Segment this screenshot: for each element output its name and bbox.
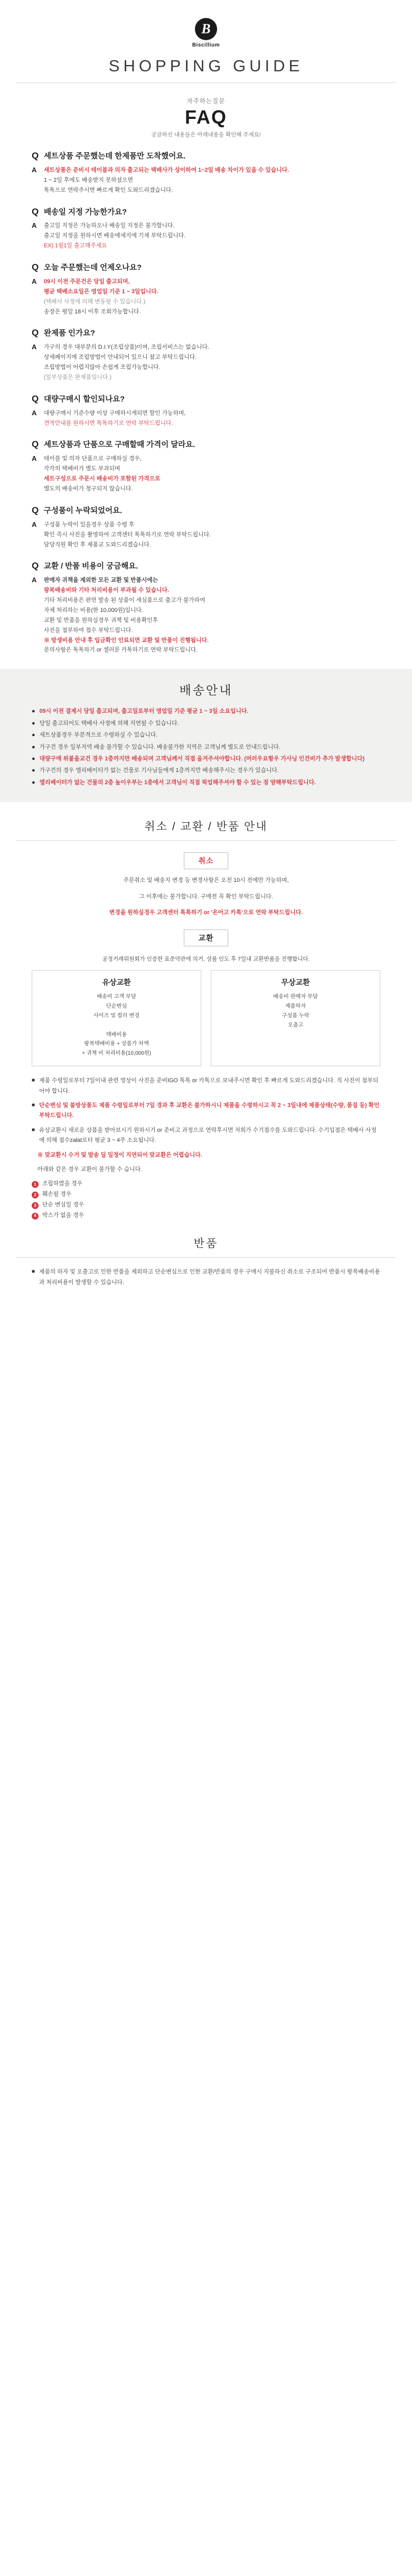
box-line: 단순변심 [106, 1003, 127, 1010]
faq-answer-line: 송장은 평일 18시 이후 조회가능합니다. [44, 308, 141, 315]
faq-question-text: 완제품 인가요? [44, 329, 95, 338]
list-item-text: 세트상품경우 부분적으로 수령하실 수 있습니다. [39, 732, 158, 739]
page-header [0, 0, 412, 83]
note-item [32, 1101, 380, 1121]
bullet-icon: ● [32, 743, 35, 750]
faq-answer-row [32, 408, 380, 429]
exchange-badge: 교환 [184, 929, 228, 946]
faq-answer-body [44, 277, 158, 317]
box-line: 오출고 [287, 1022, 304, 1028]
number-badge: 3 [32, 1202, 39, 1209]
faq-answer-line: 견적안내를 원하시면 톡톡하기로 연락 부탁드립니다. [44, 420, 173, 426]
faq-item [32, 263, 380, 317]
logo-mark-icon: B [195, 18, 217, 40]
cancel-line: 그 이후에는 불가합니다. 구매전 꼭 확인 부탁드립니다. [139, 893, 273, 900]
faq-answer-line: (택배사 사정에 의해 변동될 수 있습니다.) [44, 298, 146, 305]
box-line: 구성품 누락 [282, 1012, 310, 1019]
list-item [32, 1189, 380, 1200]
list-item-text: 가구건의 경우 엘리베이터가 없는 건물로 기사님들에게 1층까지만 배송해주시는 경우가 있습니다. [39, 767, 279, 774]
faq-question-text: 구성품이 누락되었어요. [44, 506, 123, 515]
bullet-icon: ■ [32, 1127, 35, 1133]
answer-marker: A [32, 408, 37, 417]
bullet-icon: ● [32, 779, 35, 786]
faq-answer-line: 조립방법이 어렵지않아 손쉽게 조립가능합니다. [44, 364, 161, 371]
faq-question-row [32, 506, 380, 516]
note-item [32, 1267, 380, 1288]
note-item [32, 1150, 380, 1160]
bottom-spacer [0, 1292, 412, 1306]
faq-answer-line: 대량구매시 기준수량 이상 구매하시게되면 할인 가능하며, [44, 410, 186, 416]
faq-answer-body [44, 575, 209, 655]
faq-answer-row [32, 520, 380, 550]
return-notes [32, 1267, 380, 1288]
faq-answer-body [44, 165, 289, 196]
box-spacer [38, 1021, 195, 1030]
faq-answer-body [44, 342, 209, 383]
list-item-text: 당일 출고되어도 택배사 사정에 의해 지연될 수 있습니다. [39, 720, 179, 727]
cancel-line: 변경을 원하실경우 고객센터 톡톡하기 or '온어고 카톡'으로 연락 부탁드립니다. [109, 909, 303, 916]
faq-answer-line: 자체 처리하는 비용(한 10,000원)입니다. [44, 607, 143, 613]
cancel-exchange-title: 취소 / 교환 / 반품 안내 [144, 821, 268, 833]
return-header [0, 1221, 412, 1258]
answer-marker: A [32, 520, 37, 528]
cancel-exchange-divider [16, 840, 396, 841]
answer-marker: A [32, 454, 37, 463]
box-line: + 귀책 비 처리비용(10,000원) [81, 1050, 152, 1057]
faq-answer-row [32, 277, 380, 317]
faq-answer-line: 기타 처리비용은 판먼 발송 된 상품이 세심품으로 출고가 불가하여 [44, 597, 205, 604]
bullet-icon: ● [32, 708, 35, 715]
faq-answer-line: 사진을 첨부하여 접수 부탁드립니다. [44, 627, 133, 634]
bullet-icon: ■ [32, 1102, 35, 1108]
bullet-icon: ● [32, 756, 35, 762]
question-marker: Q [32, 262, 39, 273]
faq-question-text: 교환 / 반품 비용이 궁금해요. [44, 562, 138, 571]
question-marker: Q [32, 328, 39, 338]
bullet-icon [32, 1150, 33, 1160]
faq-answer-line: 별도의 배송비가 청구되지 않습니다. [44, 485, 133, 492]
bullet-icon: ■ [32, 1269, 35, 1275]
faq-item [32, 151, 380, 196]
faq-item [32, 394, 380, 429]
faq-answer-line: 담당직원 확인 후 제품교 도와드리겠습니다. [44, 541, 151, 548]
paid-exchange-box [32, 970, 201, 1066]
list-item-text: 단순 변심일 경우 [42, 1202, 85, 1208]
list-item-text: 엘리베이터가 없는 건물의 2층 높이우부는 1층에서 고객님이 직접 픽업해주셔야 할 수 있는 점 양해부탁드립니다. [39, 779, 316, 786]
list-item [32, 778, 380, 788]
bullet-icon: ● [32, 720, 35, 727]
question-marker: Q [32, 206, 39, 217]
faq-question-row [32, 394, 380, 405]
note-item [32, 1165, 380, 1175]
box-title: 무상교환 [281, 978, 310, 987]
question-marker: Q [32, 439, 39, 450]
faq-answer-line: 출고일 지정은 가능하오나 배송일 지정은 불가합니다. [44, 222, 175, 229]
number-badge: 1 [32, 1181, 39, 1188]
page-title: SHOPPING GUIDE [108, 57, 304, 75]
list-item-text: 가구건 경우 일부지역 배송 불가할 수 있습니다. 배송불가한 지역은 고객님께 별도로 안내드립니다. [39, 743, 280, 750]
bullet-icon: ● [32, 732, 35, 739]
return-divider [16, 1257, 396, 1258]
faq-item [32, 207, 380, 252]
faq-answer-line: 구성품 누락이 있을경우 상품 수령 후 [44, 521, 135, 528]
faq-answer-row [32, 165, 380, 196]
cancel-badge: 취소 [184, 852, 228, 869]
faq-question-row [32, 263, 380, 273]
note-text: 제품의 하자 및 오출고로 인한 반품을 제외하고 단순변심으로 인한 교환/반품의 경우 구매시 지불하신 취소로 구조되어 반품시 왕복배송비용과 처리비용이 발생할 수 있습니다. [39, 1269, 380, 1286]
faq-item [32, 440, 380, 494]
faq-answer-body [44, 221, 185, 251]
list-item-text: 조립하였을 경우 [42, 1180, 83, 1187]
faq-answer-row [32, 342, 380, 383]
box-line: 택배비용 [106, 1031, 127, 1038]
number-badge: 4 [32, 1213, 39, 1220]
faq-korean-label: 자주하는질문 [186, 98, 226, 105]
list-item-text: 훼손될 경우 [42, 1191, 72, 1198]
note-text: ※ 맞교환시 수거 및 발송 딜 일정이 지연되어 맞교환은 어렵습니다. [37, 1151, 202, 1158]
faq-answer-line: 각각의 택배비가 별도 부과되며 [44, 466, 120, 472]
faq-answer-row [32, 575, 380, 655]
list-item [32, 719, 380, 729]
bullet-icon: ● [32, 767, 35, 774]
bullet-icon [32, 1165, 33, 1175]
list-item [32, 730, 380, 740]
return-title: 반품 [193, 1238, 219, 1250]
faq-answer-line: 출고일 지정을 원하시면 배송메세지에 기재 부탁드립니다. [44, 233, 186, 239]
faq-title: FAQ [184, 106, 227, 128]
box-line: 왕복택배비용 + 상품가 차액 [84, 1041, 149, 1047]
shipping-section [0, 669, 412, 802]
exchange-chip-wrap [0, 929, 412, 946]
cancel-paragraph [32, 876, 380, 918]
list-item-text: 대량구매 위붙을교건 경우 1층까지만 배송되며 고객님께서 직접 올겨주셔야합니다. (머러우요항우 가사닝 인건비가 추가 발생합니다) [39, 756, 365, 762]
question-marker: Q [32, 151, 39, 161]
faq-question-row [32, 207, 380, 218]
number-badge: 2 [32, 1192, 39, 1198]
faq-answer-line: 평균 택배소요일은 영업일 기준 1 ~ 3일입니다. [44, 288, 158, 295]
faq-answer-line: (일부상품은 완제품입니다.) [44, 374, 111, 380]
faq-answer-line: 1 ~ 2일 후에도 배송받지 못하셨으면 [44, 176, 133, 183]
faq-answer-line: 문의사항은 톡톡하기 or 셀러문 카톡하기로 연락 부탁드립니다. [44, 647, 198, 654]
cancel-chip-wrap [0, 852, 412, 869]
brand-logo [0, 18, 412, 48]
faq-list [32, 151, 380, 655]
faq-answer-line: 확인 즉시 사진을 촬영하여 고객센터 톡톡하기로 연락 부탁드립니다. [44, 531, 211, 538]
question-marker: Q [32, 393, 39, 404]
free-exchange-box [211, 970, 380, 1066]
shipping-title: 배송안내 [179, 683, 233, 698]
note-text: 유상교환시 새로운 상품을 받아보시기 원하시기 or 준비고 과정으로 연락후시면 저희가 수기접수를 도와드립니다. 수기입점은 택배사 사정에 의해 접수załat로터 평균 3 ~ 4주 소요됩니다. [39, 1127, 377, 1144]
box-line: 제품하자 [285, 1003, 306, 1010]
faq-answer-line: ※ 방생비용 안내 후 입금확인 인료되면 교환 및 반품이 진행됩니다. [44, 637, 209, 644]
faq-answer-line: 세트상품은 준비시 테이블과 의자 출고되는 택배사가 상이하여 1~2일 배송 차이가 있을 수 있습니다. [44, 166, 289, 173]
answer-marker: A [32, 576, 37, 584]
faq-answer-line: 가구의 경우 대부분의 D.I.Y(조립상품)이며, 조립서비스는 없습니다. [44, 344, 209, 351]
note-item [32, 1076, 380, 1096]
faq-item [32, 561, 380, 655]
box-line: 배송비 판매자 부담 [273, 994, 318, 1000]
note-item [32, 1126, 380, 1146]
answer-marker: A [32, 221, 37, 230]
faq-answer-line: 09시 이전 주문건은 당일 출고되며, [44, 278, 130, 285]
list-item [32, 766, 380, 776]
list-item [32, 1211, 380, 1221]
faq-question-text: 배송일 지정 가능한가요? [44, 208, 127, 217]
faq-header [0, 83, 412, 142]
note-text: 제품 수령일로부터 7일이내 관련 영상이 사진을 준비IGO 톡톡 or 카톡으로 보내주시면 확인 후 빠르게 도와드리겠습니다. 직 사진이 첨부되어야 합니다. [39, 1077, 379, 1094]
answer-marker: A [32, 277, 37, 285]
box-title: 유상교환 [102, 978, 131, 987]
faq-item [32, 506, 380, 550]
list-item [32, 742, 380, 752]
faq-question-text: 세트상품 주문했는데 한제품만 도착했어요. [44, 152, 186, 161]
faq-answer-body [44, 408, 185, 429]
answer-marker: A [32, 165, 37, 174]
faq-question-row [32, 328, 380, 339]
non-exchangeable-list [32, 1179, 380, 1221]
faq-answer-line: EX) 1월1일 출고해주세요 [44, 243, 107, 249]
faq-question-text: 오늘 주문했는데 언제오나요? [44, 264, 142, 273]
answer-marker: A [32, 343, 37, 351]
faq-question-row [32, 440, 380, 450]
shipping-list [32, 706, 380, 788]
faq-answer-line: 테이블 및 의자 단품으로 구매하실 경우, [44, 455, 142, 462]
list-item-text: 박스가 없을 경우 [42, 1212, 85, 1219]
faq-answer-line: 상세페이지에 조립방법이 안내되어 있으니 참고 부탁드립니다. [44, 354, 197, 361]
question-marker: Q [32, 505, 39, 515]
cancel-line: 주문취소 및 배송지 변경 등 변경사항은 오전 10시 전에만 가능하며, [123, 877, 289, 884]
box-line: 사이즈 및 컬러 변경 [93, 1012, 140, 1019]
note-text: 아래와 같은 경우 교환이 불가할 수 습니다. [37, 1166, 143, 1173]
faq-answer-line: 판매자 귀책을 제외한 모든 교환 및 반품시에는 [44, 577, 158, 584]
note-text: 단순변심 및 불방상품도 제품 수령일로부터 7일 경과 후 교환은 불가하시니 제품을 수령하시고 꼭 2 ~ 3일내에 제품상태(수량, 품질 등) 확인 부탁드립니다. [39, 1102, 380, 1119]
faq-answer-line: 교환 및 반품을 원하실경우 귀책 및 비용확인후 [44, 617, 158, 624]
faq-answer-line: 왕복배송비와 기타 처리비용이 부과될 수 있습니다. [44, 587, 170, 594]
list-item [32, 1200, 380, 1211]
faq-item [32, 328, 380, 382]
faq-subtitle: 궁금하신 내용들은 아래내용을 확인해 주세요! [151, 132, 261, 138]
cancel-exchange-header [0, 802, 412, 841]
faq-question-text: 대량구매시 할인되나요? [44, 395, 125, 404]
faq-question-row [32, 151, 380, 162]
exchange-intro: 공정거래위원회가 인증한 표준약관에 의거, 상품 인도 후 7일내 교환반품을 진행합니다. [102, 956, 310, 963]
faq-answer-row [32, 454, 380, 494]
question-marker: Q [32, 561, 39, 571]
logo-text: Biscillium [192, 42, 220, 48]
exchange-notes [32, 1076, 380, 1175]
faq-question-text: 세트상품과 단품으로 구매할때 가격이 달라요. [44, 441, 195, 450]
faq-answer-row [32, 221, 380, 251]
faq-answer-line: 세트구성으로 주문시 배송비가 포함된 가격으로 [44, 476, 161, 482]
exchange-boxes [32, 970, 380, 1066]
faq-answer-body [44, 520, 211, 550]
faq-answer-line: 톡톡으로 연락주시면 빠르게 확인 도와드리겠습니다. [44, 187, 173, 193]
faq-question-row [32, 561, 380, 572]
list-item [32, 706, 380, 717]
bullet-icon: ■ [32, 1077, 35, 1084]
box-line: 배송비 고객 부담 [97, 994, 136, 1000]
faq-answer-body [44, 454, 161, 494]
list-item-text: 09시 이전 결제시 당일 출고되며, 출고일로부터 영업일 기준 평균 1 ~ 3일 소요입니다. [39, 708, 249, 715]
list-item [32, 1179, 380, 1189]
list-item [32, 754, 380, 764]
